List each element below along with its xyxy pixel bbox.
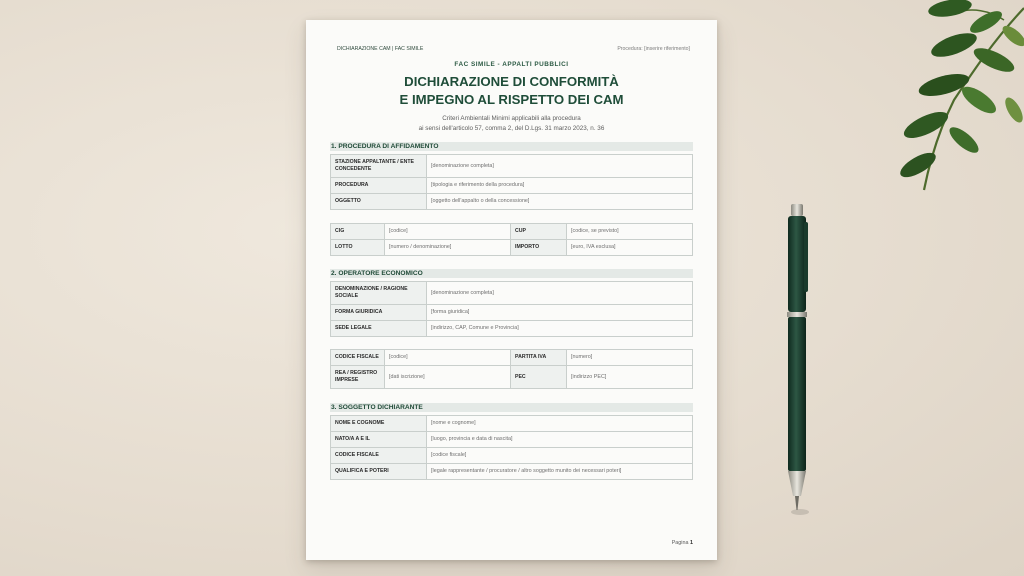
field-label: CUP (511, 224, 567, 240)
table-row (331, 416, 693, 432)
field-value: [dati iscrizione] (385, 366, 511, 389)
field-value: [indirizzo PEC] (567, 366, 693, 389)
document-page (306, 20, 717, 560)
title-line-1: DICHIARAZIONE DI CONFORMITÀ (404, 74, 619, 89)
table-row (331, 224, 693, 240)
field-label: PROCEDURA (331, 178, 427, 194)
field-value: [tipologia e riferimento della procedura] (427, 178, 693, 194)
field-label: NATO/A A E IL (331, 432, 427, 448)
field-label: CODICE FISCALE (331, 350, 385, 366)
header-procedure-ref: Procedura: [inserire riferimento] (617, 46, 690, 52)
pen-image (770, 200, 826, 520)
field-label: NOME E COGNOME (331, 416, 427, 432)
page-number-value: 1 (690, 540, 693, 546)
table-row (331, 305, 693, 321)
field-value: [codice] (385, 350, 511, 366)
field-label: REA / REGISTRO IMPRESE (331, 366, 385, 389)
field-label: PEC (511, 366, 567, 389)
operatore-table (330, 281, 693, 337)
field-label: IMPORTO (511, 240, 567, 256)
dichiarante-table (330, 415, 693, 480)
table-row (331, 321, 693, 337)
field-value: [numero / denominazione] (385, 240, 511, 256)
subtitle-line-2: ai sensi dell'articolo 57, comma 2, del D.Lgs. 31 marzo 2023, n. 36 (418, 125, 605, 132)
table-row (331, 432, 693, 448)
field-label: OGGETTO (331, 194, 427, 210)
table-row (331, 366, 693, 389)
table-row (331, 350, 693, 366)
section-heading-dichiarante: 3. SOGGETTO DICHIARANTE (330, 403, 693, 412)
field-value: [legale rappresentante / procuratore / altro soggetto munito dei necessari poteri] (427, 464, 693, 480)
section-heading-procedura: 1. PROCEDURA DI AFFIDAMENTO (330, 142, 693, 151)
document-kicker: FAC SIMILE - APPALTI PUBBLICI (454, 61, 569, 68)
field-value: [codice] (385, 224, 511, 240)
table-row (331, 464, 693, 480)
table-row (331, 282, 693, 305)
operatore-codes-table (330, 349, 693, 389)
header-doc-type: DICHIARAZIONE CAM | FAC SIMILE (337, 46, 424, 52)
field-label: CIG (331, 224, 385, 240)
procedura-table (330, 154, 693, 210)
field-value: [indirizzo, CAP, Comune e Provincia] (427, 321, 693, 337)
table-row (331, 448, 693, 464)
field-value: [denominazione completa] (427, 155, 693, 178)
field-label: DENOMINAZIONE / RAGIONE SOCIALE (331, 282, 427, 305)
subtitle-line-1: Criteri Ambientali Minimi applicabili alla procedura (442, 115, 581, 122)
table-row (331, 194, 693, 210)
section-heading-operatore: 2. OPERATORE ECONOMICO (330, 269, 693, 278)
page-label: Pagina (671, 540, 689, 546)
field-value: [nome e cognome] (427, 416, 693, 432)
field-label: FORMA GIURIDICA (331, 305, 427, 321)
field-label: SEDE LEGALE (331, 321, 427, 337)
field-value: [numero] (567, 350, 693, 366)
table-row (331, 155, 693, 178)
field-value: [denominazione completa] (427, 282, 693, 305)
field-label: CODICE FISCALE (331, 448, 427, 464)
page-number (672, 540, 693, 546)
document-subtitle (306, 114, 717, 134)
field-label: PARTITA IVA (511, 350, 567, 366)
field-value: [forma giuridica] (427, 305, 693, 321)
table-row (331, 178, 693, 194)
field-label: STAZIONE APPALTANTE / ENTE CONCEDENTE (331, 155, 427, 178)
page-header (337, 46, 690, 52)
field-value: [codice, se previsto] (567, 224, 693, 240)
field-value: [luogo, provincia e data di nascita] (427, 432, 693, 448)
plant-leaves-image (854, 0, 1024, 200)
document-title (306, 73, 717, 109)
title-line-2: E IMPEGNO AL RISPETTO DEI CAM (399, 92, 624, 107)
table-row (331, 240, 693, 256)
procedura-codes-table (330, 223, 693, 256)
field-value: [codice fiscale] (427, 448, 693, 464)
field-value: [euro, IVA esclusa] (567, 240, 693, 256)
field-value: [oggetto dell'appalto o della concessione] (427, 194, 693, 210)
field-label: QUALIFICA E POTERI (331, 464, 427, 480)
field-label: LOTTO (331, 240, 385, 256)
